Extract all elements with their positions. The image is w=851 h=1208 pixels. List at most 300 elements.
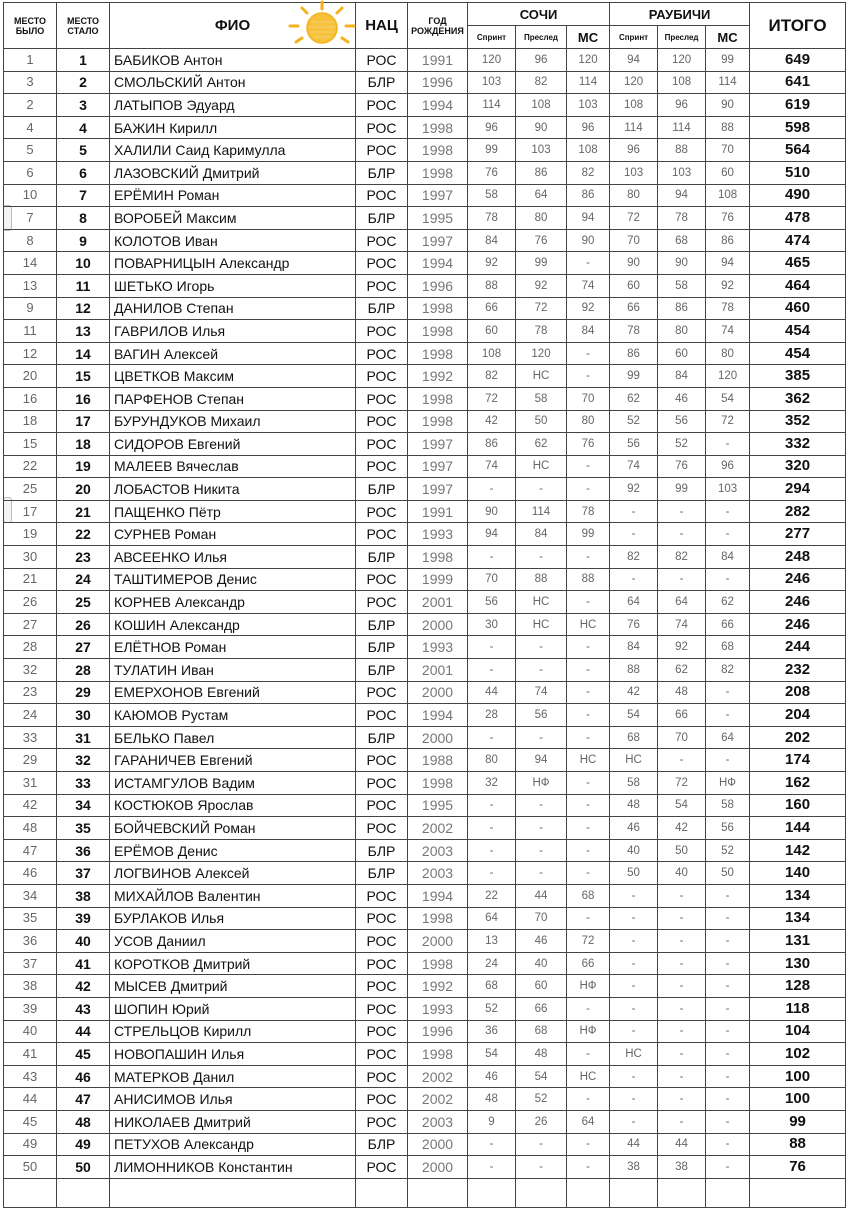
total-cell: 204 — [750, 704, 846, 727]
raubichi-ms-cell: - — [706, 568, 750, 591]
total-cell: 142 — [750, 839, 846, 862]
sochi-sprint-cell: 74 — [468, 455, 516, 478]
table-row — [4, 907, 846, 930]
sochi-ms-cell: - — [567, 907, 610, 930]
raubichi-pursuit-cell: 84 — [658, 365, 706, 388]
place-now-cell: 29 — [57, 681, 110, 704]
birth-year-cell: 1996 — [408, 1020, 468, 1043]
nation-cell: БЛР — [356, 161, 408, 184]
total-cell: 294 — [750, 478, 846, 501]
raubichi-ms-cell: - — [706, 930, 750, 953]
birth-year-cell: 1998 — [408, 342, 468, 365]
birth-year-cell: 1998 — [408, 1043, 468, 1066]
header-birth-year: ГОД РОЖДЕНИЯ — [408, 3, 468, 49]
sochi-ms-cell: - — [567, 455, 610, 478]
raubichi-pursuit-cell: - — [658, 952, 706, 975]
total-cell: 140 — [750, 862, 846, 885]
birth-year-cell: 2003 — [408, 1110, 468, 1133]
table-row — [4, 297, 846, 320]
place-was-cell: 25 — [4, 478, 57, 501]
total-cell: 598 — [750, 116, 846, 139]
athlete-name-cell: ЕМЕРХОНОВ Евгений — [110, 681, 356, 704]
nation-cell: РОС — [356, 94, 408, 117]
total-cell: 102 — [750, 1043, 846, 1066]
sochi-ms-cell: 80 — [567, 410, 610, 433]
place-was-cell: 29 — [4, 749, 57, 772]
sochi-ms-cell: 96 — [567, 116, 610, 139]
raubichi-sprint-cell: 68 — [610, 726, 658, 749]
raubichi-ms-cell: 99 — [706, 49, 750, 72]
birth-year-cell: 2001 — [408, 591, 468, 614]
total-cell: 100 — [750, 1065, 846, 1088]
athlete-name-cell: СУРНЕВ Роман — [110, 523, 356, 546]
raubichi-pursuit-cell: 42 — [658, 817, 706, 840]
total-cell: 244 — [750, 636, 846, 659]
place-now-cell: 39 — [57, 907, 110, 930]
raubichi-pursuit-cell: 56 — [658, 410, 706, 433]
raubichi-pursuit-cell: - — [658, 1110, 706, 1133]
sochi-sprint-cell: 52 — [468, 997, 516, 1020]
birth-year-cell: 1991 — [408, 49, 468, 72]
raubichi-ms-cell: 56 — [706, 817, 750, 840]
total-cell: 352 — [750, 410, 846, 433]
sochi-sprint-cell: 94 — [468, 523, 516, 546]
place-was-cell: 43 — [4, 1065, 57, 1088]
athlete-name-cell: ДАНИЛОВ Степан — [110, 297, 356, 320]
place-was-cell: 10 — [4, 184, 57, 207]
place-now-cell: 44 — [57, 1020, 110, 1043]
raubichi-pursuit-cell: 54 — [658, 794, 706, 817]
sochi-ms-cell: - — [567, 794, 610, 817]
empty-cell — [706, 1178, 750, 1207]
sochi-ms-cell: НС — [567, 749, 610, 772]
sochi-pursuit-cell: 80 — [516, 207, 567, 230]
raubichi-pursuit-cell: 103 — [658, 161, 706, 184]
raubichi-pursuit-cell: 76 — [658, 455, 706, 478]
place-now-cell: 20 — [57, 478, 110, 501]
place-was-cell: 44 — [4, 1088, 57, 1111]
birth-year-cell: 2001 — [408, 659, 468, 682]
sochi-ms-cell: 74 — [567, 274, 610, 297]
sochi-ms-cell: - — [567, 772, 610, 795]
place-now-cell: 49 — [57, 1133, 110, 1156]
athlete-name-cell: ПОВАРНИЦЫН Александр — [110, 252, 356, 275]
raubichi-pursuit-cell: 74 — [658, 613, 706, 636]
sochi-sprint-cell: 103 — [468, 71, 516, 94]
place-was-cell: 32 — [4, 659, 57, 682]
birth-year-cell: 1999 — [408, 568, 468, 591]
place-now-cell: 17 — [57, 410, 110, 433]
raubichi-sprint-cell: 56 — [610, 433, 658, 456]
birth-year-cell: 1997 — [408, 229, 468, 252]
table-row — [4, 49, 846, 72]
sochi-ms-cell: - — [567, 1156, 610, 1179]
athlete-name-cell: ШОПИН Юрий — [110, 997, 356, 1020]
raubichi-pursuit-cell: - — [658, 907, 706, 930]
birth-year-cell: 1994 — [408, 884, 468, 907]
sochi-pursuit-cell: 72 — [516, 297, 567, 320]
raubichi-sprint-cell: 46 — [610, 817, 658, 840]
sochi-ms-cell: - — [567, 546, 610, 569]
birth-year-cell: 1998 — [408, 410, 468, 433]
raubichi-sprint-cell: 48 — [610, 794, 658, 817]
nation-cell: БЛР — [356, 862, 408, 885]
standings-table — [3, 2, 846, 1208]
nation-cell: РОС — [356, 794, 408, 817]
sochi-sprint-cell: 80 — [468, 749, 516, 772]
total-cell: 460 — [750, 297, 846, 320]
birth-year-cell: 1998 — [408, 161, 468, 184]
table-row — [4, 772, 846, 795]
sochi-pursuit-cell: - — [516, 478, 567, 501]
sochi-sprint-cell: - — [468, 478, 516, 501]
table-row — [4, 952, 846, 975]
place-now-cell: 42 — [57, 975, 110, 998]
raubichi-sprint-cell: 76 — [610, 613, 658, 636]
table-row — [4, 207, 846, 230]
sochi-sprint-cell: 64 — [468, 907, 516, 930]
raubichi-sprint-cell: НС — [610, 749, 658, 772]
table-row — [4, 636, 846, 659]
raubichi-pursuit-cell: - — [658, 1065, 706, 1088]
raubichi-ms-cell: 66 — [706, 613, 750, 636]
sochi-sprint-cell: - — [468, 726, 516, 749]
nation-cell: БЛР — [356, 1133, 408, 1156]
sochi-ms-cell: 103 — [567, 94, 610, 117]
sochi-pursuit-cell: 60 — [516, 975, 567, 998]
athlete-name-cell: МЫСЕВ Дмитрий — [110, 975, 356, 998]
raubichi-sprint-cell: 108 — [610, 94, 658, 117]
raubichi-sprint-cell: - — [610, 568, 658, 591]
sochi-ms-cell: 88 — [567, 568, 610, 591]
place-now-cell: 12 — [57, 297, 110, 320]
raubichi-pursuit-cell: 72 — [658, 772, 706, 795]
total-cell: 454 — [750, 342, 846, 365]
sochi-pursuit-cell: 120 — [516, 342, 567, 365]
sochi-sprint-cell: - — [468, 546, 516, 569]
table-body — [4, 49, 846, 1208]
place-was-cell: 5 — [4, 139, 57, 162]
raubichi-pursuit-cell: 38 — [658, 1156, 706, 1179]
athlete-name-cell: БУРЛАКОВ Илья — [110, 907, 356, 930]
place-was-cell: 2 — [4, 94, 57, 117]
athlete-name-cell: БАБИКОВ Антон — [110, 49, 356, 72]
place-was-cell: 37 — [4, 952, 57, 975]
sochi-pursuit-cell: - — [516, 726, 567, 749]
sochi-ms-cell: - — [567, 342, 610, 365]
sochi-ms-cell: 94 — [567, 207, 610, 230]
table-row — [4, 320, 846, 343]
table-row — [4, 884, 846, 907]
athlete-name-cell: НИКОЛАЕВ Дмитрий — [110, 1110, 356, 1133]
raubichi-sprint-cell: 99 — [610, 365, 658, 388]
raubichi-pursuit-cell: 96 — [658, 94, 706, 117]
sochi-pursuit-cell: 26 — [516, 1110, 567, 1133]
athlete-name-cell: БАЖИН Кирилл — [110, 116, 356, 139]
raubichi-sprint-cell: 42 — [610, 681, 658, 704]
sochi-sprint-cell: 46 — [468, 1065, 516, 1088]
sochi-ms-cell: 84 — [567, 320, 610, 343]
sochi-sprint-cell: 30 — [468, 613, 516, 636]
raubichi-pursuit-cell: - — [658, 568, 706, 591]
raubichi-pursuit-cell: 48 — [658, 681, 706, 704]
raubichi-sprint-cell: 60 — [610, 274, 658, 297]
empty-cell — [567, 1178, 610, 1207]
sochi-pursuit-cell: 103 — [516, 139, 567, 162]
sochi-ms-cell: - — [567, 1043, 610, 1066]
athlete-name-cell: ПАРФЕНОВ Степан — [110, 387, 356, 410]
place-was-cell: 18 — [4, 410, 57, 433]
raubichi-sprint-cell: 88 — [610, 659, 658, 682]
sochi-ms-cell: НС — [567, 613, 610, 636]
table-row — [4, 365, 846, 388]
place-was-cell: 47 — [4, 839, 57, 862]
athlete-name-cell: СТРЕЛЬЦОВ Кирилл — [110, 1020, 356, 1043]
raubichi-pursuit-cell: 92 — [658, 636, 706, 659]
sochi-pursuit-cell: 92 — [516, 274, 567, 297]
sochi-pursuit-cell: 88 — [516, 568, 567, 591]
sochi-pursuit-cell: 108 — [516, 94, 567, 117]
raubichi-ms-cell: 50 — [706, 862, 750, 885]
raubichi-ms-cell: 52 — [706, 839, 750, 862]
table-row — [4, 342, 846, 365]
athlete-name-cell: УСОВ Даниил — [110, 930, 356, 953]
sochi-ms-cell: 78 — [567, 500, 610, 523]
place-was-cell: 38 — [4, 975, 57, 998]
sochi-pursuit-cell: 78 — [516, 320, 567, 343]
place-now-cell: 6 — [57, 161, 110, 184]
table-row — [4, 433, 846, 456]
sochi-sprint-cell: 68 — [468, 975, 516, 998]
table-row — [4, 704, 846, 727]
header-place-now: МЕСТО СТАЛО — [57, 3, 110, 49]
total-cell: 160 — [750, 794, 846, 817]
header-sochi-pursuit: Преслед — [516, 26, 567, 49]
place-was-cell: 31 — [4, 772, 57, 795]
sochi-sprint-cell: 24 — [468, 952, 516, 975]
birth-year-cell: 1991 — [408, 500, 468, 523]
raubichi-pursuit-cell: 44 — [658, 1133, 706, 1156]
sochi-sprint-cell: 66 — [468, 297, 516, 320]
nation-cell: РОС — [356, 681, 408, 704]
raubichi-pursuit-cell: - — [658, 523, 706, 546]
place-now-cell: 48 — [57, 1110, 110, 1133]
athlete-name-cell: МАТЕРКОВ Данил — [110, 1065, 356, 1088]
place-now-cell: 21 — [57, 500, 110, 523]
raubichi-ms-cell: - — [706, 952, 750, 975]
raubichi-ms-cell: 94 — [706, 252, 750, 275]
raubichi-ms-cell: 84 — [706, 546, 750, 569]
sochi-ms-cell: 99 — [567, 523, 610, 546]
raubichi-ms-cell: 62 — [706, 591, 750, 614]
sochi-pursuit-cell: 90 — [516, 116, 567, 139]
sochi-ms-cell: - — [567, 817, 610, 840]
nation-cell: БЛР — [356, 546, 408, 569]
total-cell: 649 — [750, 49, 846, 72]
sochi-sprint-cell: - — [468, 817, 516, 840]
sochi-sprint-cell: - — [468, 636, 516, 659]
sochi-pursuit-cell: - — [516, 1156, 567, 1179]
nation-cell: РОС — [356, 591, 408, 614]
raubichi-pursuit-cell: 50 — [658, 839, 706, 862]
table-row — [4, 839, 846, 862]
birth-year-cell: 1993 — [408, 636, 468, 659]
total-cell: 277 — [750, 523, 846, 546]
place-now-cell: 7 — [57, 184, 110, 207]
total-cell: 464 — [750, 274, 846, 297]
table-row — [4, 387, 846, 410]
header-nation: НАЦ — [356, 3, 408, 49]
raubichi-sprint-cell: НС — [610, 1043, 658, 1066]
sochi-pursuit-cell: НФ — [516, 772, 567, 795]
table-row — [4, 116, 846, 139]
place-was-cell: 12 — [4, 342, 57, 365]
athlete-name-cell: КОРНЕВ Александр — [110, 591, 356, 614]
raubichi-sprint-cell: 90 — [610, 252, 658, 275]
place-was-cell: 26 — [4, 591, 57, 614]
sochi-pursuit-cell: - — [516, 546, 567, 569]
raubichi-pursuit-cell: 88 — [658, 139, 706, 162]
place-was-cell: 9 — [4, 297, 57, 320]
sochi-pursuit-cell: 94 — [516, 749, 567, 772]
nation-cell: РОС — [356, 704, 408, 727]
table-row — [4, 749, 846, 772]
place-now-cell: 47 — [57, 1088, 110, 1111]
raubichi-sprint-cell: 78 — [610, 320, 658, 343]
sochi-ms-cell: 108 — [567, 139, 610, 162]
nation-cell: БЛР — [356, 71, 408, 94]
total-cell: 490 — [750, 184, 846, 207]
total-cell: 162 — [750, 772, 846, 795]
raubichi-pursuit-cell: 46 — [658, 387, 706, 410]
sochi-pursuit-cell: НС — [516, 613, 567, 636]
nation-cell: РОС — [356, 1156, 408, 1179]
raubichi-sprint-cell: 38 — [610, 1156, 658, 1179]
nation-cell: РОС — [356, 320, 408, 343]
header-raubichi-ms: МС — [706, 26, 750, 49]
place-was-cell: 45 — [4, 1110, 57, 1133]
birth-year-cell: 1998 — [408, 907, 468, 930]
nation-cell: РОС — [356, 342, 408, 365]
table-row — [4, 794, 846, 817]
raubichi-pursuit-cell: - — [658, 975, 706, 998]
sochi-pursuit-cell: - — [516, 817, 567, 840]
athlete-name-cell: ЛОБАСТОВ Никита — [110, 478, 356, 501]
sochi-ms-cell: НС — [567, 1065, 610, 1088]
sochi-sprint-cell: 120 — [468, 49, 516, 72]
athlete-name-cell: ВОРОБЕЙ Максим — [110, 207, 356, 230]
sochi-ms-cell: - — [567, 659, 610, 682]
raubichi-sprint-cell: - — [610, 1020, 658, 1043]
place-now-cell: 30 — [57, 704, 110, 727]
table-row — [4, 613, 846, 636]
birth-year-cell: 2002 — [408, 817, 468, 840]
sochi-sprint-cell: 9 — [468, 1110, 516, 1133]
raubichi-ms-cell: НФ — [706, 772, 750, 795]
sochi-sprint-cell: 60 — [468, 320, 516, 343]
raubichi-pursuit-cell: 78 — [658, 207, 706, 230]
sochi-ms-cell: - — [567, 1133, 610, 1156]
total-cell: 100 — [750, 1088, 846, 1111]
place-now-cell: 45 — [57, 1043, 110, 1066]
birth-year-cell: 1995 — [408, 794, 468, 817]
empty-cell — [356, 1178, 408, 1207]
birth-year-cell: 1995 — [408, 207, 468, 230]
place-now-cell: 13 — [57, 320, 110, 343]
birth-year-cell: 1993 — [408, 523, 468, 546]
raubichi-pursuit-cell: 108 — [658, 71, 706, 94]
sochi-ms-cell: 68 — [567, 884, 610, 907]
raubichi-ms-cell: 86 — [706, 229, 750, 252]
raubichi-ms-cell: 82 — [706, 659, 750, 682]
place-was-cell: 50 — [4, 1156, 57, 1179]
total-cell: 385 — [750, 365, 846, 388]
raubichi-sprint-cell: - — [610, 907, 658, 930]
birth-year-cell: 1998 — [408, 116, 468, 139]
place-now-cell: 2 — [57, 71, 110, 94]
athlete-name-cell: СМОЛЬСКИЙ Антон — [110, 71, 356, 94]
empty-cell — [408, 1178, 468, 1207]
place-now-cell: 35 — [57, 817, 110, 840]
empty-cell — [516, 1178, 567, 1207]
sochi-pursuit-cell: 66 — [516, 997, 567, 1020]
total-cell: 128 — [750, 975, 846, 998]
raubichi-pursuit-cell: - — [658, 884, 706, 907]
sochi-pursuit-cell: 46 — [516, 930, 567, 953]
total-cell: 134 — [750, 884, 846, 907]
header-place-was: МЕСТО БЫЛО — [4, 3, 57, 49]
nation-cell: РОС — [356, 139, 408, 162]
raubichi-sprint-cell: - — [610, 884, 658, 907]
place-was-cell: 22 — [4, 455, 57, 478]
raubichi-sprint-cell: - — [610, 500, 658, 523]
athlete-name-cell: ЕРЁМОВ Денис — [110, 839, 356, 862]
raubichi-sprint-cell: 50 — [610, 862, 658, 885]
sochi-sprint-cell: - — [468, 794, 516, 817]
place-was-cell: 24 — [4, 704, 57, 727]
sochi-ms-cell: 92 — [567, 297, 610, 320]
table-row — [4, 94, 846, 117]
nation-cell: РОС — [356, 749, 408, 772]
raubichi-sprint-cell: 44 — [610, 1133, 658, 1156]
table-row — [4, 1020, 846, 1043]
place-was-cell: 40 — [4, 1020, 57, 1043]
raubichi-ms-cell: 90 — [706, 94, 750, 117]
nation-cell: РОС — [356, 274, 408, 297]
table-row — [4, 546, 846, 569]
raubichi-sprint-cell: 92 — [610, 478, 658, 501]
place-now-cell: 37 — [57, 862, 110, 885]
raubichi-ms-cell: 78 — [706, 297, 750, 320]
athlete-name-cell: БЕЛЬКО Павел — [110, 726, 356, 749]
nation-cell: РОС — [356, 49, 408, 72]
sochi-ms-cell: - — [567, 862, 610, 885]
place-was-cell: 19 — [4, 523, 57, 546]
sochi-sprint-cell: 86 — [468, 433, 516, 456]
nation-cell: БЛР — [356, 659, 408, 682]
raubichi-ms-cell: 64 — [706, 726, 750, 749]
raubichi-ms-cell: 96 — [706, 455, 750, 478]
place-now-cell: 8 — [57, 207, 110, 230]
total-cell: 130 — [750, 952, 846, 975]
nation-cell: РОС — [356, 997, 408, 1020]
birth-year-cell: 2000 — [408, 681, 468, 704]
sochi-ms-cell: 72 — [567, 930, 610, 953]
birth-year-cell: 1998 — [408, 387, 468, 410]
raubichi-ms-cell: - — [706, 1133, 750, 1156]
place-now-cell: 11 — [57, 274, 110, 297]
raubichi-ms-cell: 120 — [706, 365, 750, 388]
